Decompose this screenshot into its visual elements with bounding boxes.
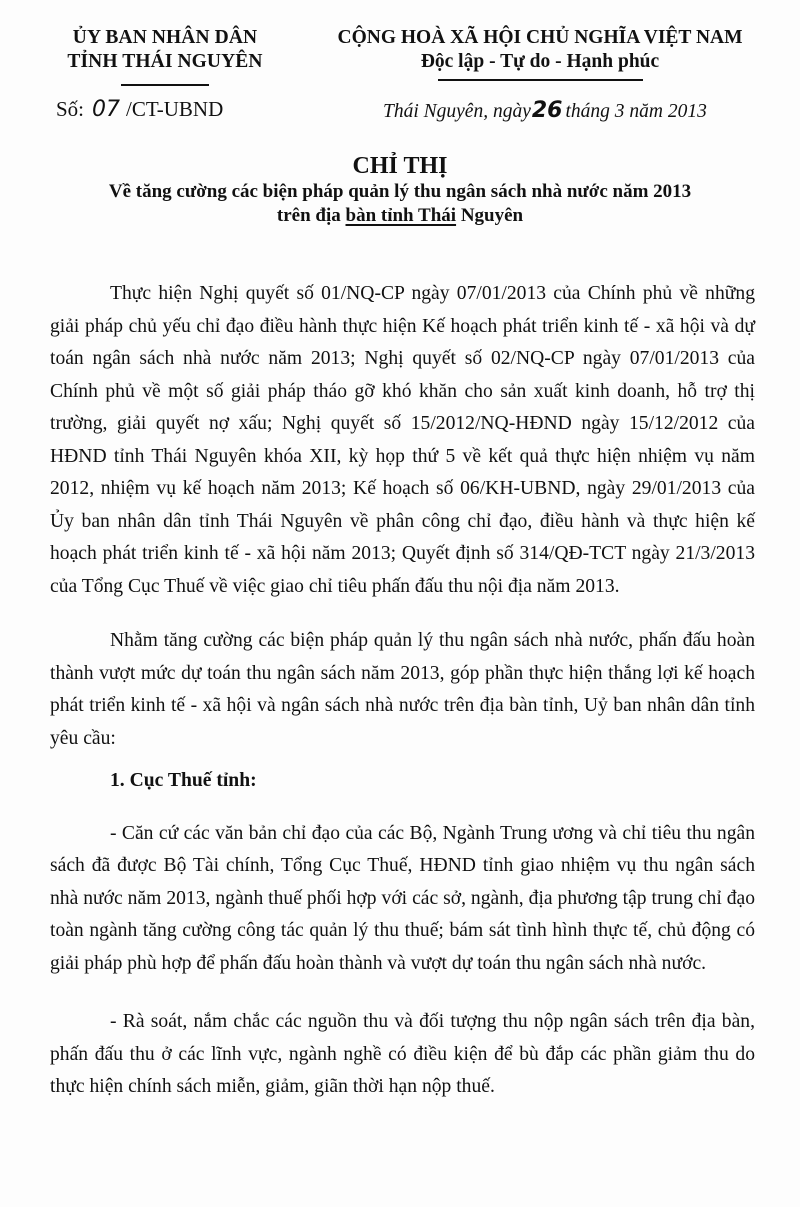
document-number <box>56 97 223 122</box>
national-motto: Độc lập - Tự do - Hạnh phúc <box>420 51 660 72</box>
motto-divider <box>438 79 643 81</box>
section-item: - Rà soát, nắm chắc các nguồn thu và đối tượng thu nộp ngân sách trên địa bàn, phấn đấu thu ở các lĩnh vực, ngành nghề có điều kiện để bù đắp các phần giảm thu do thực hiện chính sách miễn, giảm, giãn thời hạn nộp thuế. <box>50 1011 755 1097</box>
paragraph-purpose: Nhằm tăng cường các biện pháp quản lý thu ngân sách nhà nước, phấn đấu hoàn thành vượt mức dự toán thu ngân sách năm 2013, góp phần thực hiện thắng lợi kế hoạch phát triển kinh tế - xã hội và ngân sách nhà nước trên địa bàn tỉnh, Uỷ ban nhân dân tỉnh yêu cầu: <box>50 630 755 749</box>
issuer-divider <box>121 84 209 86</box>
issuer-line-2: TỈNH THÁI NGUYÊN <box>67 51 263 72</box>
subject-line-1: Về tăng cường các biện pháp quản lý thu ngân sách nhà nước năm 2013 <box>108 181 692 202</box>
date-prefix: Thái Nguyên, ngày <box>383 101 531 122</box>
document-body <box>50 278 755 1104</box>
subject-line-2 <box>0 204 800 228</box>
number-handwritten: 07 <box>92 97 121 122</box>
section-item: - Căn cứ các văn bản chỉ đạo của các Bộ, Ngành Trung ương và chỉ tiêu thu ngân sách đã được Bộ Tài chính, Tổng Cục Thuế, HĐND tỉnh giao nhiệm vụ thu ngân sách nhà nước năm 2013, ngành thuế phối hợp với các sở, ngành, địa phương tập trung chỉ đạo toàn ngành tăng cường công tác quản lý thu thuế; bám sát tình hình thực tế, chủ động có giải pháp phù hợp để phấn đấu hoàn thành và vượt dự toán thu ngân sách nhà nước. <box>50 822 755 974</box>
subject-line-2-underlined: bàn tỉnh Thái <box>345 205 457 226</box>
national-header <box>300 26 780 81</box>
number-label: Số: <box>56 97 85 121</box>
nation-title: CỘNG HOÀ XÃ HỘI CHỦ NGHĨA VIỆT NAM <box>337 27 743 48</box>
number-suffix: /CT-UBND <box>126 97 224 121</box>
issuer-block <box>40 26 290 86</box>
document-type: CHỈ THỊ <box>352 153 448 179</box>
section-heading: 1. Cục Thuế tỉnh: <box>110 770 257 791</box>
date-suffix: tháng 3 năm 2013 <box>565 101 707 122</box>
document-date <box>383 98 707 123</box>
subject-line-2-suffix: Nguyên <box>456 205 524 226</box>
issuer-line-1: ỦY BAN NHÂN DÂN <box>72 27 258 48</box>
title-block <box>0 152 800 228</box>
date-day-handwritten: 26 <box>531 98 563 123</box>
subject-line-2-prefix: trên địa <box>276 205 346 226</box>
paragraph-preamble: Thực hiện Nghị quyết số 01/NQ-CP ngày 07/01/2013 của Chính phủ về những giải pháp chủ yếu chỉ đạo điều hành thực hiện Kế hoạch phát triển kinh tế - xã hội và dự toán ngân sách nhà nước năm 2013; Nghị quyết số 02/NQ-CP ngày 07/01/2013 của Chính phủ về một số giải pháp tháo gỡ khó khăn cho sản xuất kinh doanh, hỗ trợ thị trường, giải quyết nợ xấu; Nghị quyết số 15/2012/NQ-HĐND ngày 15/12/2012 của HĐND tỉnh Thái Nguyên khóa XII, kỳ họp thứ 5 về kết quả thực hiện nhiệm vụ năm 2012, nhiệm vụ kế hoạch năm 2013; Kế hoạch số 06/KH-UBND, ngày 29/01/2013 của Ủy ban nhân dân tỉnh Thái Nguyên về phân công chỉ đạo, điều hành và thực hiện kế hoạch phát triển kinh tế - xã hội năm 2013; Quyết định số 314/QĐ-TCT ngày 21/3/2013 của Tổng Cục Thuế về việc giao chỉ tiêu phấn đấu thu nội địa năm 2013. <box>50 283 755 597</box>
